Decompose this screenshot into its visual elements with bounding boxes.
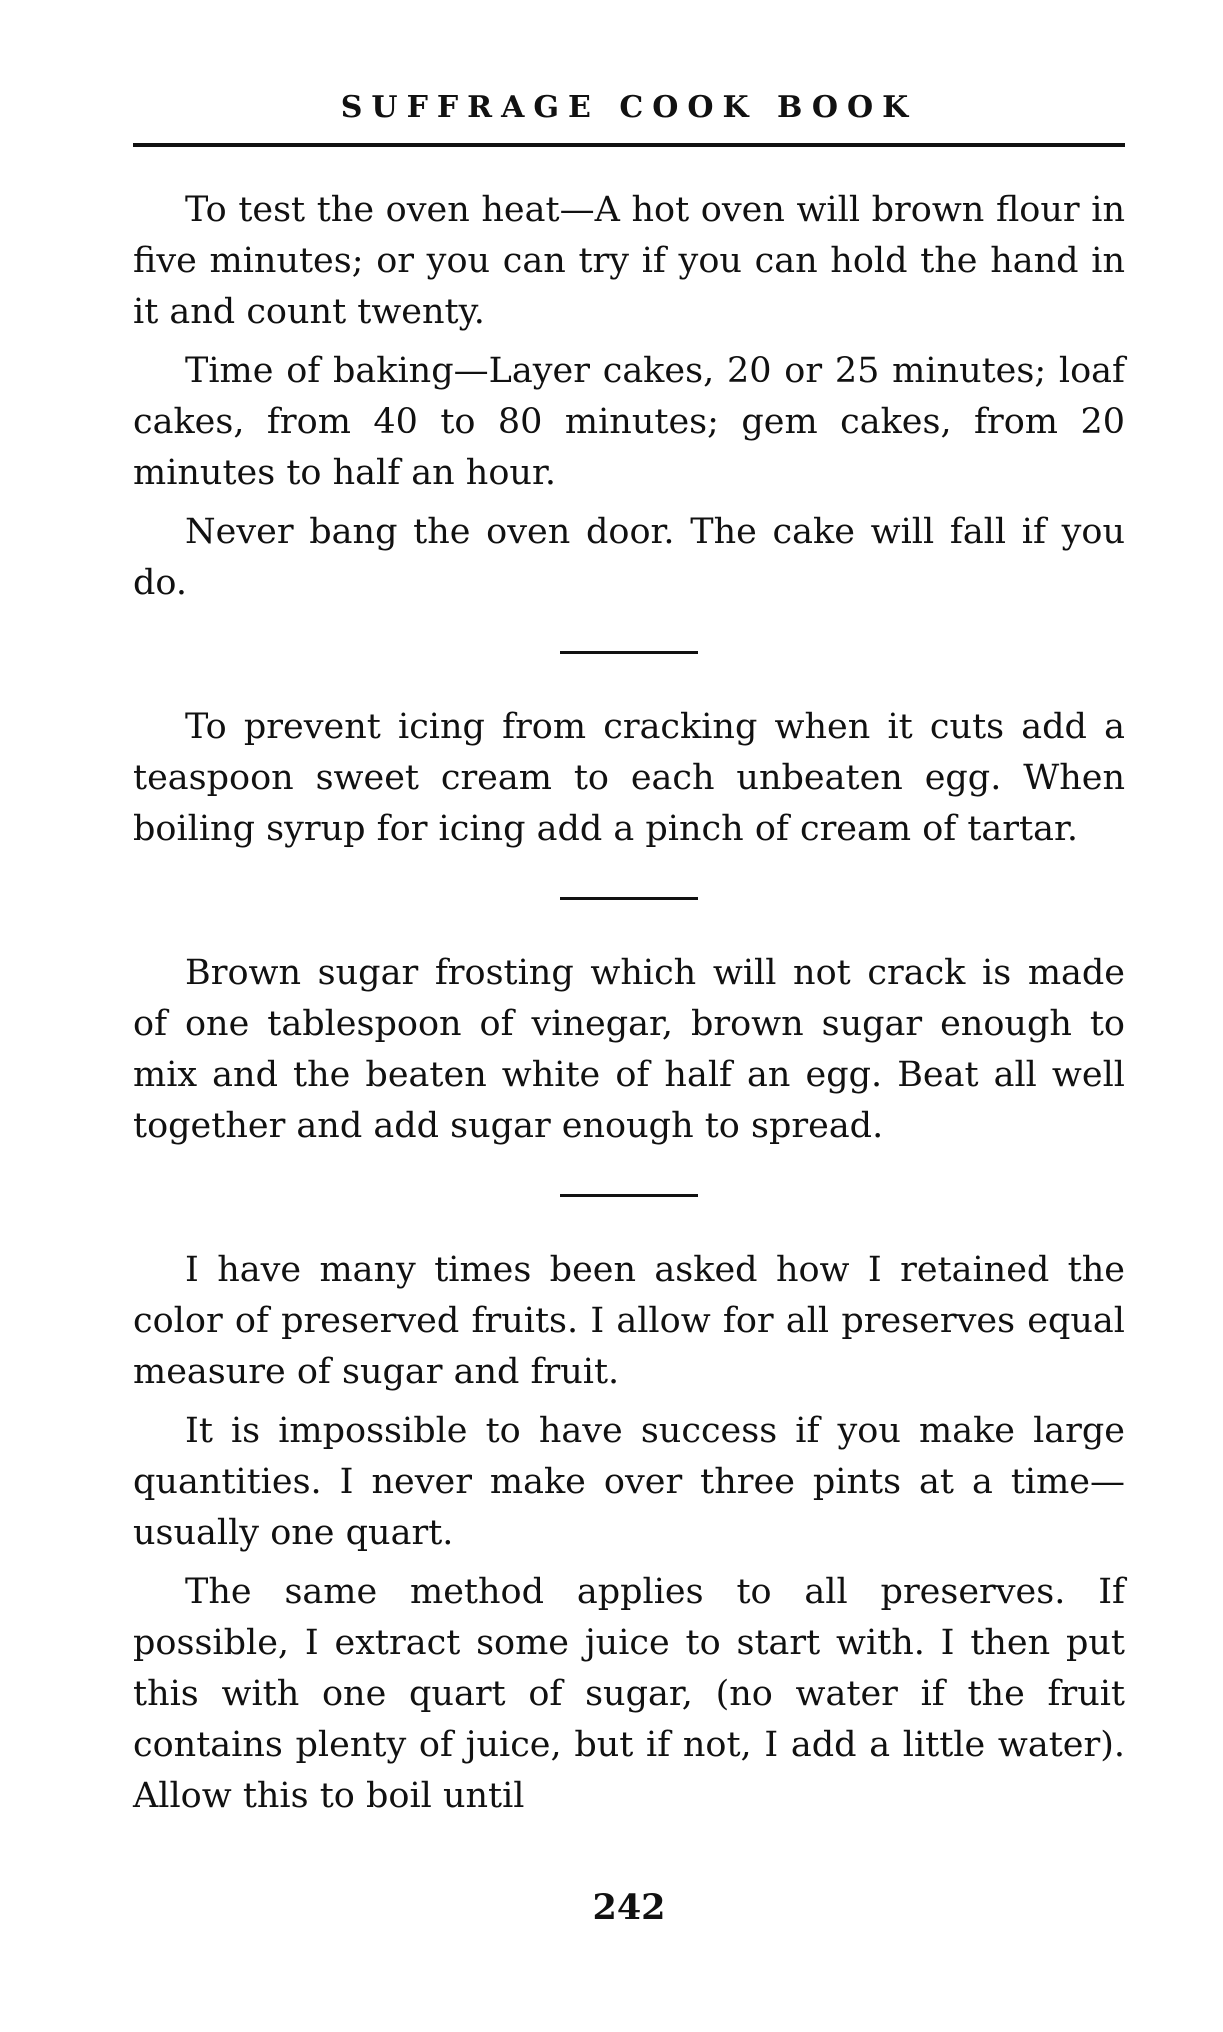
running-head: SUFFRAGE COOK BOOK	[340, 90, 918, 125]
section-divider	[560, 1194, 698, 1197]
book-page	[133, 90, 1125, 1990]
paragraph-baking-time: Time of baking—Layer cakes, 20 or 25 minutes; loaf cakes, from 40 to 80 minutes; gem cakes, from 20 minutes to half an hour.	[133, 351, 1125, 493]
paragraph-oven-heat: To test the oven heat—A hot oven will brown flour in five minutes; or you can try if you can hold the hand in it and count twenty.	[133, 190, 1125, 332]
paragraph-icing: To prevent icing from cracking when it cuts add a teaspoon sweet cream to each unbeaten egg. When boiling syrup for icing add a pinch of cream of tartar.	[133, 707, 1125, 849]
paragraph-brown-sugar-frosting: Brown sugar frosting which will not crack is made of one tablespoon of vinegar, brown sugar enough to mix and the beaten white of half an egg. Beat all well together and add sugar enough to spread.	[133, 953, 1125, 1146]
paragraph-oven-door: Never bang the oven door. The cake will fall if you do.	[133, 512, 1125, 603]
paragraph-method: The same method applies to all preserves. If possible, I extract some juice to start with. I then put this with one quart of sugar, (no water if the fruit contains plenty of juice, but if not, I add a little water). Allow this to boil until	[133, 1572, 1125, 1816]
paragraph-preserved-fruits: I have many times been asked how I retained the color of preserved fruits. I allow for all preserves equal measure of sugar and fruit.	[133, 1250, 1125, 1392]
header-rule	[133, 143, 1125, 147]
section-divider	[560, 897, 698, 900]
section-divider	[560, 651, 698, 654]
page-number: 242	[592, 1887, 666, 1928]
paragraph-quantities: It is impossible to have success if you make large quantities. I never make over three pints at a time—usually one quart.	[133, 1411, 1125, 1553]
